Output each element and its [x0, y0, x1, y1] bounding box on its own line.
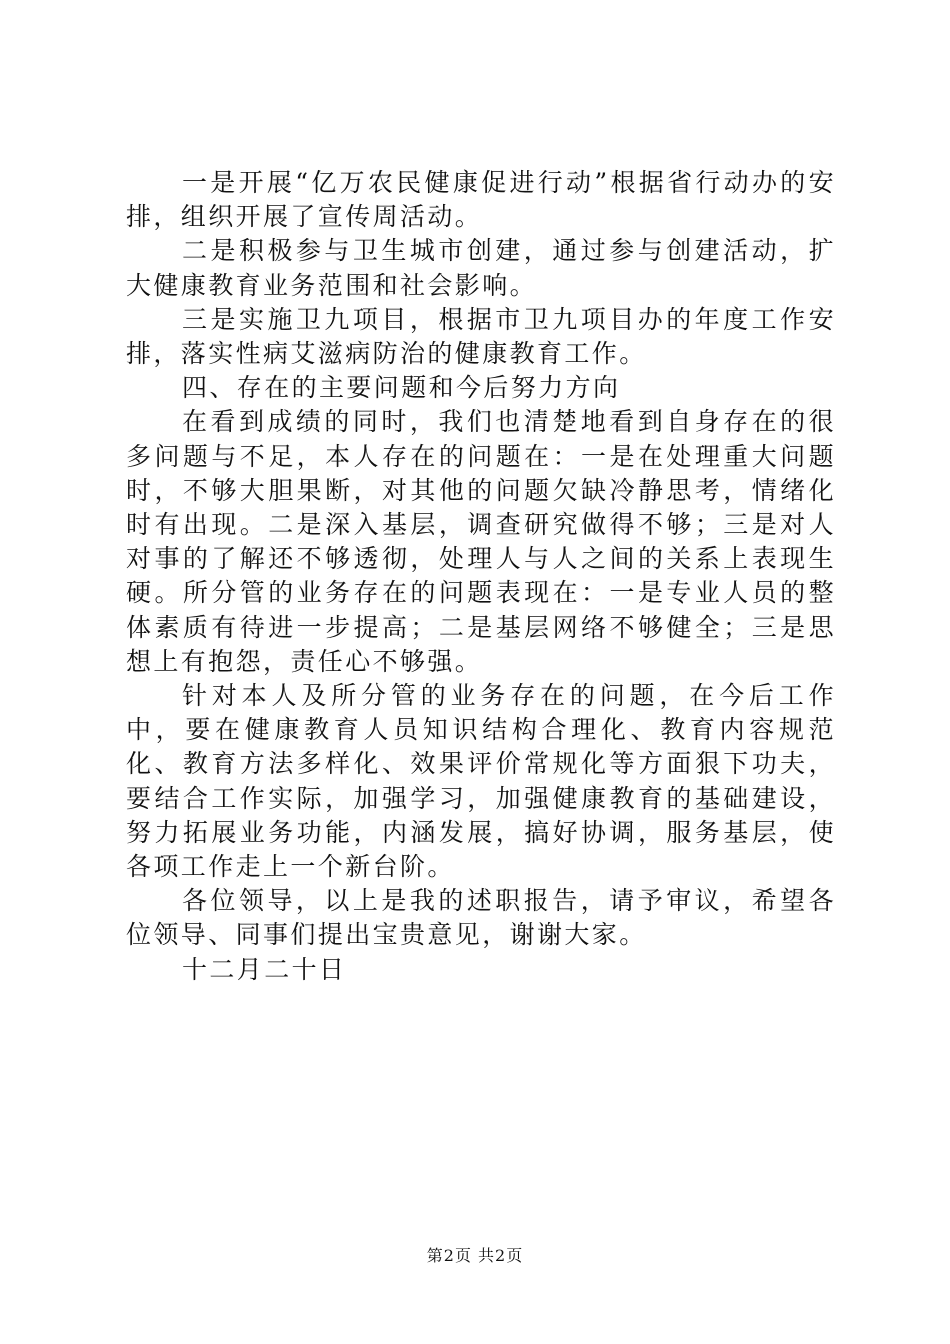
paragraph-item-3: 三是实施卫九项目，根据市卫九项目办的年度工作安排，落实性病艾滋病防治的健康教育工作。	[126, 304, 836, 369]
document-body	[126, 166, 836, 987]
paragraph-plans: 针对本人及所分管的业务存在的问题，在今后工作中，要在健康教育人员知识结构合理化、教育内容规范化、教育方法多样化、效果评价常规化等方面狠下功夫，要结合工作实际，加强学习，加强健康教育的基础建设，努力拓展业务功能，内涵发展，搞好协调，服务基层，使各项工作走上一个新台阶。	[126, 681, 836, 882]
paragraph-problems: 在看到成绩的同时，我们也清楚地看到自身存在的很多问题与不足，本人存在的问题在：一是在处理重大问题时，不够大胆果断，对其他的问题欠缺冷静思考，情绪化时有出现。二是深入基层，调查研究做得不够；三是对人对事的了解还不够透彻，处理人与人之间的关系上表现生硬。所分管的业务存在的问题表现在：一是专业人员的整体素质有待进一步提高；二是基层网络不够健全；三是思想上有抱怨，责任心不够强。	[126, 407, 836, 676]
document-date: 十二月二十日	[182, 954, 347, 984]
section-heading: 四、存在的主要问题和今后努力方向	[182, 373, 621, 403]
page-number-footer: 第2页 共2页	[426, 1246, 524, 1265]
paragraph-item-1: 一是开展“亿万农民健康促进行动”根据省行动办的安排，组织开展了宣传周活动。	[126, 168, 836, 232]
paragraph-item-2: 二是积极参与卫生城市创建，通过参与创建活动，扩大健康教育业务范围和社会影响。	[126, 236, 836, 300]
paragraph-closing: 各位领导，以上是我的述职报告，请予审议，希望各位领导、同事们提出宝贵意见，谢谢大家。	[126, 886, 836, 950]
